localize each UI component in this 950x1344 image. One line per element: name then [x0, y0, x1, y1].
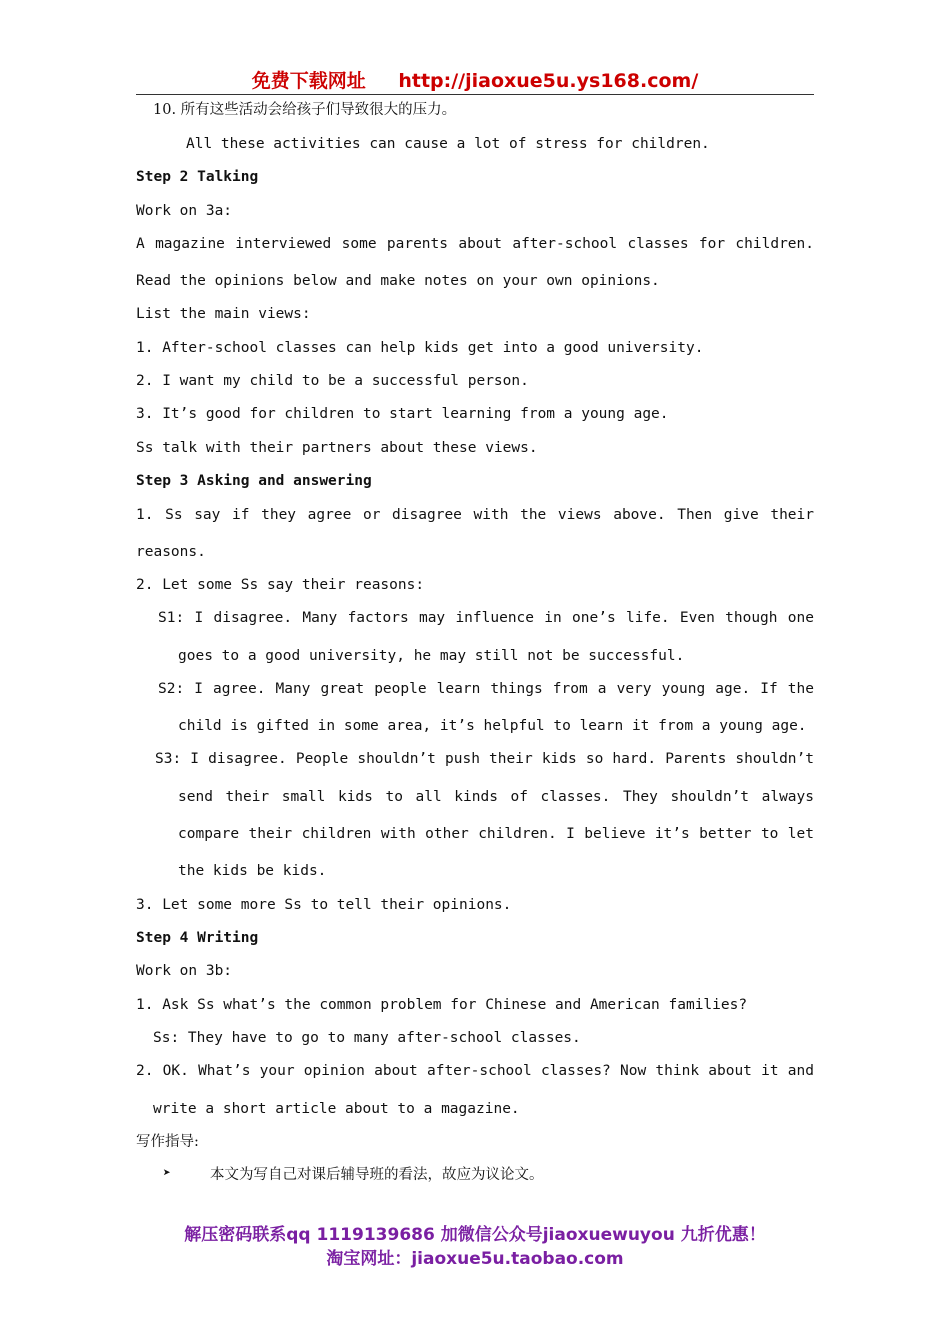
site-name: 免费下载网址	[251, 70, 366, 92]
work-on-3b: Work on 3b:	[136, 963, 233, 979]
dialogue-line: compare their children with other children. I believe it’s better to let	[178, 826, 814, 842]
list-heading: List the main views:	[136, 306, 311, 322]
dialogue-line: child is gifted in some area, it’s helpful to learn it from a young age.	[178, 718, 807, 734]
work-on-3a: Work on 3a:	[136, 203, 233, 219]
dialogue-line: send their small kids to all kinds of classes. They shouldn’t always	[178, 789, 814, 805]
dialogue-line: S1: I disagree. Many factors may influence in one’s life. Even though one	[158, 610, 814, 626]
footer-line-1: 解压密码联系qq 1119139686 加微信公众号jiaoxuewuyou 九折优惠！	[184, 1225, 766, 1245]
paragraph-line: A magazine interviewed some parents about after-school classes for children.	[136, 236, 814, 252]
step-3-heading: Step 3 Asking and answering	[136, 473, 372, 489]
step-2-heading: Step 2 Talking	[136, 169, 259, 185]
dialogue-line: S3: I disagree. People shouldn’t push their kids so hard. Parents shouldn’t	[155, 751, 814, 767]
dialogue-line: goes to a good university, he may still not be successful.	[178, 648, 685, 664]
list-item: 2. I want my child to be a successful person.	[136, 373, 529, 389]
arrow-bullet-icon: ➤	[163, 1166, 171, 1181]
list-item: 2. Let some Ss say their reasons:	[136, 577, 425, 593]
site-header	[136, 66, 814, 93]
sentence-10-translation: All these activities can cause a lot of stress for children.	[186, 136, 710, 152]
list-item-continuation: write a short article about to a magazine.	[153, 1101, 520, 1117]
writing-guide-point: 本文为写自己对课后辅导班的看法，故应为议论文。	[210, 1167, 544, 1183]
dialogue-line: S2: I agree. Many great people learn things from a very young age. If the	[158, 681, 814, 697]
site-url-link[interactable]: http://jiaoxue5u.ys168.com/	[398, 70, 699, 92]
list-item: 3. It’s good for children to start learning from a young age.	[136, 406, 669, 422]
list-item: 3. Let some more Ss to tell their opinions.	[136, 897, 512, 913]
dialogue-line: the kids be kids.	[178, 863, 327, 879]
header-divider	[136, 94, 814, 95]
list-item: 2. OK. What’s your opinion about after-school classes? Now think about it and	[136, 1063, 814, 1079]
sentence-10: 10. 所有这些活动会给孩子们导致很大的压力。	[153, 102, 457, 118]
writing-guide-heading: 写作指导:	[136, 1134, 199, 1150]
paragraph-line: Ss talk with their partners about these views.	[136, 440, 538, 456]
list-item: 1. After-school classes can help kids get into a good university.	[136, 340, 704, 356]
step-4-heading: Step 4 Writing	[136, 930, 259, 946]
list-item-continuation: reasons.	[136, 544, 206, 560]
list-item: 1. Ss say if they agree or disagree with the views above. Then give their	[136, 507, 814, 523]
footer-line-2: 淘宝网址：jiaoxue5u.taobao.com	[326, 1249, 624, 1269]
list-item: 1. Ask Ss what’s the common problem for Chinese and American families?	[136, 997, 748, 1013]
paragraph-line: Read the opinions below and make notes on your own opinions.	[136, 273, 660, 289]
dialogue-line: Ss: They have to go to many after-school classes.	[153, 1030, 581, 1046]
